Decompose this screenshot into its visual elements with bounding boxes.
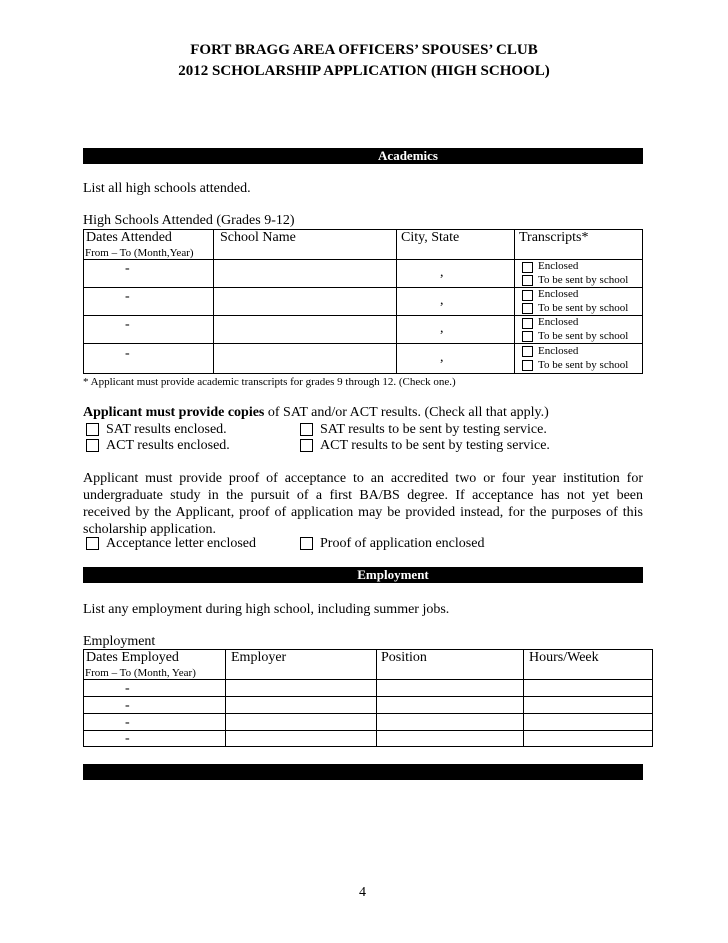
employment-table-caption: Employment [83, 634, 156, 649]
sat-act-instruction-rest: of SAT and/or ACT results. (Check all that apply.) [264, 405, 549, 420]
acceptance-paragraph-line2: undergraduate study in the pursuit of a first BA/BS degree. If acceptance has not yet been [83, 488, 643, 503]
col-position: Position [381, 650, 427, 665]
academics-section-title: Academics [378, 148, 438, 163]
transcript-sent-label: To be sent by school [538, 302, 629, 314]
transcript-sent-checkbox[interactable] [522, 331, 533, 342]
col-employer: Employer [231, 650, 287, 665]
employment-dates-subheader: From – To (Month, Year) [85, 667, 196, 679]
next-section-bar [83, 764, 643, 780]
page-number: 4 [359, 885, 366, 900]
transcript-enclosed-checkbox[interactable] [522, 262, 533, 273]
transcript-sent-label: To be sent by school [538, 330, 629, 342]
dates-subheader: From – To (Month,Year) [85, 247, 194, 259]
employment-row-dash: - [125, 698, 130, 713]
acceptance-paragraph-line1: Applicant must provide proof of acceptance to an accredited two or four year institution for [83, 471, 643, 486]
act-enclosed-label: ACT results enclosed. [106, 438, 230, 453]
act-sent-label: ACT results to be sent by testing service. [320, 438, 550, 453]
transcript-enclosed-checkbox[interactable] [522, 318, 533, 329]
col-school-name: School Name [220, 230, 296, 245]
employment-row-dash: - [125, 715, 130, 730]
act-enclosed-checkbox[interactable] [86, 439, 99, 452]
col-transcripts: Transcripts* [519, 230, 589, 245]
row-comma: , [440, 350, 444, 365]
transcript-sent-checkbox[interactable] [522, 303, 533, 314]
academics-instruction: List all high schools attended. [83, 181, 251, 196]
act-sent-checkbox[interactable] [300, 439, 313, 452]
employment-row-dash: - [125, 681, 130, 696]
transcript-enclosed-checkbox[interactable] [522, 290, 533, 301]
transcript-sent-label: To be sent by school [538, 359, 629, 371]
employment-section-bar [83, 567, 643, 583]
employment-instruction: List any employment during high school, including summer jobs. [83, 602, 450, 617]
sat-act-instruction [83, 404, 549, 421]
row-comma: , [440, 321, 444, 336]
row-dash: - [125, 289, 130, 304]
row-dash: - [125, 346, 130, 361]
row-dash: - [125, 261, 130, 276]
schools-table [83, 229, 643, 375]
transcript-sent-checkbox[interactable] [522, 275, 533, 286]
employment-table [83, 649, 653, 747]
row-comma: , [440, 293, 444, 308]
transcript-enclosed-label: Enclosed [538, 316, 579, 328]
col-hours-week: Hours/Week [529, 650, 599, 665]
acceptance-letter-checkbox[interactable] [86, 537, 99, 550]
acceptance-letter-label: Acceptance letter enclosed [106, 536, 257, 551]
sat-enclosed-label: SAT results enclosed. [106, 422, 227, 437]
employment-section-title: Employment [357, 567, 429, 582]
transcript-enclosed-label: Enclosed [538, 345, 579, 357]
transcript-enclosed-label: Enclosed [538, 288, 579, 300]
transcript-enclosed-label: Enclosed [538, 260, 579, 272]
transcripts-footnote: * Applicant must provide academic transcripts for grades 9 through 12. (Check one.) [83, 376, 456, 388]
sat-sent-checkbox[interactable] [300, 423, 313, 436]
document-title-line1: FORT BRAGG AREA OFFICERS’ SPOUSES’ CLUB [190, 42, 538, 58]
row-dash: - [125, 317, 130, 332]
row-comma: , [440, 265, 444, 280]
acceptance-paragraph-line3: received by the Applicant, proof of application may be provided instead, for the purposes of this [83, 505, 643, 520]
academics-section-bar [83, 148, 643, 164]
sat-act-instruction-bold: Applicant must provide copies [83, 405, 265, 420]
col-city-state: City, State [401, 230, 460, 245]
proof-application-label: Proof of application enclosed [320, 536, 485, 551]
transcript-sent-label: To be sent by school [538, 274, 629, 286]
proof-application-checkbox[interactable] [300, 537, 313, 550]
sat-enclosed-checkbox[interactable] [86, 423, 99, 436]
transcript-sent-checkbox[interactable] [522, 360, 533, 371]
schools-table-caption: High Schools Attended (Grades 9-12) [83, 213, 295, 228]
document-title-line2: 2012 SCHOLARSHIP APPLICATION (HIGH SCHOOL) [178, 63, 550, 79]
sat-sent-label: SAT results to be sent by testing service. [320, 422, 547, 437]
col-dates-attended: Dates Attended [86, 230, 172, 245]
employment-row-dash: - [125, 731, 130, 746]
col-dates-employed: Dates Employed [86, 650, 179, 665]
transcript-enclosed-checkbox[interactable] [522, 346, 533, 357]
acceptance-paragraph-line4: scholarship application. [83, 522, 216, 537]
